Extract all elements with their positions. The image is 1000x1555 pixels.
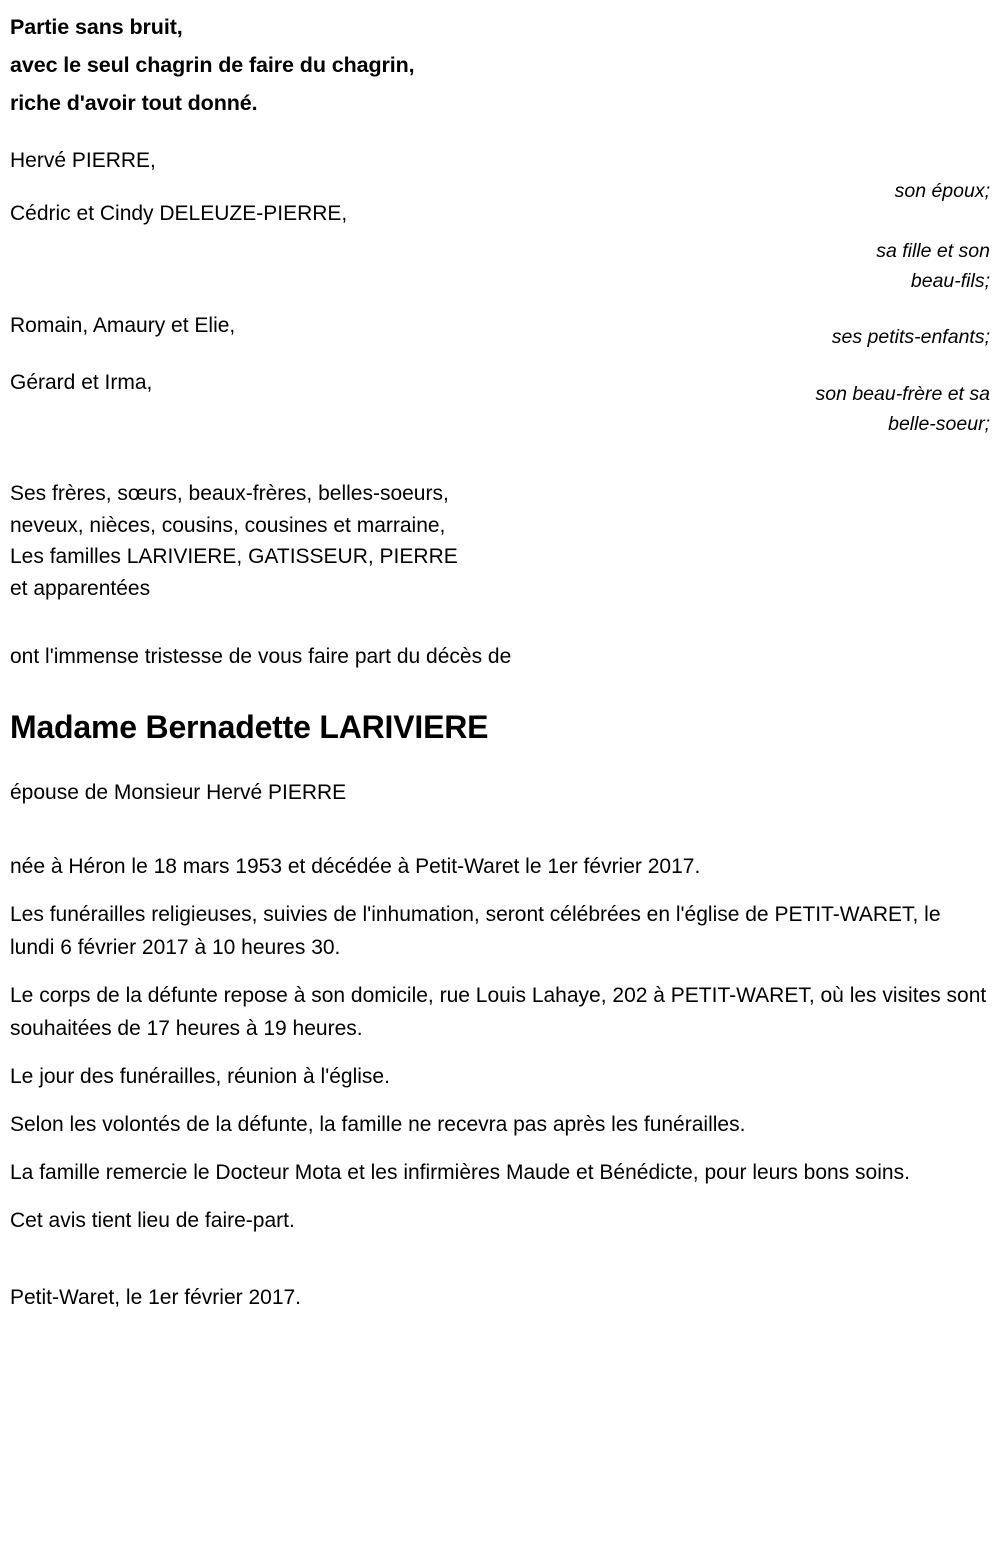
epitaph-line: riche d'avoir tout donné. xyxy=(10,91,258,115)
relationship-labels-column xyxy=(690,148,990,439)
family-name-line: Gérard et Irma, xyxy=(10,371,153,394)
extended-family-line: et apparentées xyxy=(10,576,151,600)
extended-family-block xyxy=(0,478,1000,604)
thanks-paragraph: La famille remercie le Docteur Mota et les infirmières Maude et Bénédicte, pour leurs bons soins. xyxy=(10,1161,910,1184)
epitaph-line: avec le seul chagrin de faire du chagrin, xyxy=(10,53,415,77)
family-names-column xyxy=(10,148,650,396)
epitaph-block xyxy=(0,0,1000,122)
extended-family-line: Ses frères, sœurs, beaux-frères, belles-soeurs, xyxy=(10,482,449,505)
family-name-line: Romain, Amaury et Elie, xyxy=(10,314,236,337)
family-name-line: Hervé PIERRE, xyxy=(10,149,156,172)
relationship-label: son beau-frère et sa xyxy=(815,383,990,405)
epitaph-line: Partie sans bruit, xyxy=(10,15,183,39)
relationship-label: ses petits-enfants; xyxy=(831,326,990,348)
extended-family-line: neveux, nièces, cousins, cousines et marraine, xyxy=(10,513,446,537)
funeral-service-paragraph: Les funérailles religieuses, suivies de l'inhumation, seront célébrées en l'église de PETIT-WARET, le lundi 6 février 2017 à 10 heures 30. xyxy=(10,903,941,959)
closing-place-date: Petit-Waret, le 1er février 2017. xyxy=(10,1286,302,1309)
extended-family-line: Les familles LARIVIERE, GATISSEUR, PIERRE xyxy=(10,545,458,568)
relationship-label: son époux; xyxy=(894,180,990,202)
relationship-label: sa fille et son xyxy=(876,240,990,262)
birth-death-line: née à Héron le 18 mars 1953 et décédée à Petit-Waret le 1er février 2017. xyxy=(10,855,701,878)
deceased-name: Madame Bernadette LARIVIERE xyxy=(10,709,489,745)
spouse-of-line: épouse de Monsieur Hervé PIERRE xyxy=(10,781,347,804)
visitation-paragraph: Le corps de la défunte repose à son domicile, rue Louis Lahaye, 202 à PETIT-WARET, où les visites sont souhaitées de 17 heures à 19 heures. xyxy=(10,984,987,1040)
family-name-line: Cédric et Cindy DELEUZE-PIERRE, xyxy=(10,202,348,225)
relationship-label: belle-soeur; xyxy=(888,413,990,435)
gathering-paragraph: Le jour des funérailles, réunion à l'église. xyxy=(10,1065,390,1088)
relationship-label: beau-fils; xyxy=(910,270,990,292)
announcement-intro: ont l'immense tristesse de vous faire part du décès de xyxy=(10,645,512,668)
notice-serves-as-announcement: Cet avis tient lieu de faire-part. xyxy=(10,1209,295,1232)
no-reception-paragraph: Selon les volontés de la défunte, la famille ne recevra pas après les funérailles. xyxy=(10,1113,746,1136)
family-relations-block xyxy=(0,148,1000,478)
funeral-details-block xyxy=(0,850,1000,1237)
